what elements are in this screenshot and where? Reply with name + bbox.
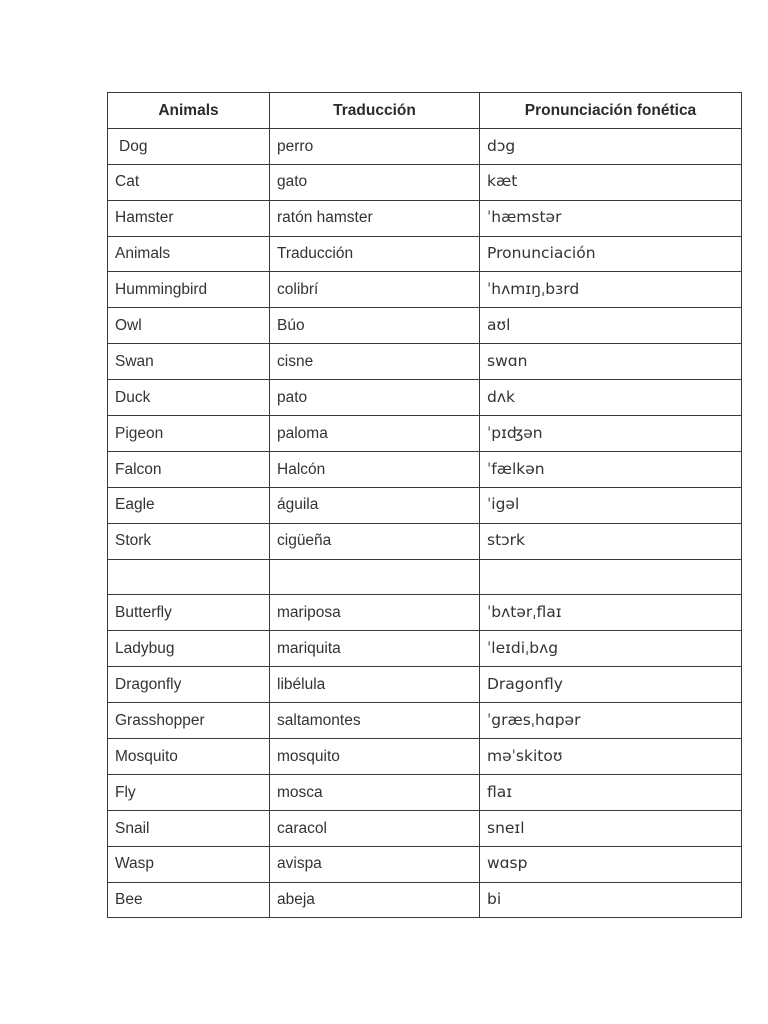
translation-cell: avispa [270, 846, 480, 882]
phonetic-cell: ˈhʌmɪŋˌbɜrd [480, 272, 742, 308]
table-row [108, 236, 742, 272]
animal-cell: Hamster [108, 200, 270, 236]
translation-cell: cigüeña [270, 523, 480, 559]
table-row [108, 523, 742, 559]
phonetic-cell: kæt [480, 164, 742, 200]
animal-cell: Mosquito [108, 739, 270, 775]
table-row [108, 703, 742, 739]
animal-cell: Stork [108, 523, 270, 559]
table-row [108, 272, 742, 308]
translation-cell: libélula [270, 667, 480, 703]
empty-table-row [108, 559, 742, 595]
phonetic-cell: Dragonfly [480, 667, 742, 703]
phonetic-cell: dɔg [480, 128, 742, 164]
table-row [108, 631, 742, 667]
table-row [108, 128, 742, 164]
translation-cell: mosquito [270, 739, 480, 775]
table-row [108, 667, 742, 703]
table-row [108, 200, 742, 236]
animal-cell: Dog [108, 128, 270, 164]
animal-cell: Pigeon [108, 416, 270, 452]
phonetic-cell: swɑn [480, 344, 742, 380]
phonetic-cell: bi [480, 882, 742, 918]
animal-cell: Falcon [108, 451, 270, 487]
translation-cell: pato [270, 380, 480, 416]
table-row [108, 164, 742, 200]
phonetic-cell: Pronunciación [480, 236, 742, 272]
phonetic-cell: ˈgræsˌhɑpər [480, 703, 742, 739]
animal-cell: Dragonfly [108, 667, 270, 703]
animal-cell: Wasp [108, 846, 270, 882]
animal-cell: Grasshopper [108, 703, 270, 739]
phonetic-cell: məˈskitoʊ [480, 739, 742, 775]
translation-cell: mariquita [270, 631, 480, 667]
translation-cell: Búo [270, 308, 480, 344]
header-row [108, 93, 742, 129]
table-row [108, 882, 742, 918]
animal-cell [108, 559, 270, 595]
header-animals: Animals [108, 93, 270, 129]
translation-cell: gato [270, 164, 480, 200]
header-traduccion: Traducción [270, 93, 480, 129]
animal-cell: Eagle [108, 487, 270, 523]
table-row [108, 380, 742, 416]
phonetic-cell: aʊl [480, 308, 742, 344]
phonetic-cell: sneɪl [480, 810, 742, 846]
table-row [108, 810, 742, 846]
table-row [108, 487, 742, 523]
translation-cell: abeja [270, 882, 480, 918]
animal-cell: Butterfly [108, 595, 270, 631]
table-row [108, 846, 742, 882]
phonetic-cell: ˈigəl [480, 487, 742, 523]
translation-cell: caracol [270, 810, 480, 846]
translation-cell: mosca [270, 774, 480, 810]
phonetic-cell: ˈleɪdiˌbʌg [480, 631, 742, 667]
vocabulary-table [107, 92, 742, 918]
translation-cell: Halcón [270, 451, 480, 487]
table-row [108, 595, 742, 631]
animal-cell: Owl [108, 308, 270, 344]
phonetic-cell: stɔrk [480, 523, 742, 559]
translation-cell: colibrí [270, 272, 480, 308]
translation-cell: ratón hamster [270, 200, 480, 236]
translation-cell: paloma [270, 416, 480, 452]
translation-cell [270, 559, 480, 595]
animal-cell: Duck [108, 380, 270, 416]
translation-cell: perro [270, 128, 480, 164]
phonetic-cell: dʌk [480, 380, 742, 416]
translation-cell: águila [270, 487, 480, 523]
animal-cell: Fly [108, 774, 270, 810]
animal-cell: Hummingbird [108, 272, 270, 308]
phonetic-cell: ˈbʌtərˌflaɪ [480, 595, 742, 631]
animal-cell: Snail [108, 810, 270, 846]
phonetic-cell: ˈhæmstər [480, 200, 742, 236]
animal-cell: Bee [108, 882, 270, 918]
phonetic-cell: ˈpɪʤən [480, 416, 742, 452]
animal-cell: Cat [108, 164, 270, 200]
table-row [108, 774, 742, 810]
translation-cell: saltamontes [270, 703, 480, 739]
phonetic-cell: wɑsp [480, 846, 742, 882]
table-row [108, 739, 742, 775]
translation-cell: cisne [270, 344, 480, 380]
phonetic-cell: ˈfælkən [480, 451, 742, 487]
phonetic-cell: flaɪ [480, 774, 742, 810]
table-row [108, 344, 742, 380]
translation-cell: Traducción [270, 236, 480, 272]
header-pronunciacion: Pronunciación fonética [480, 93, 742, 129]
animal-cell: Swan [108, 344, 270, 380]
animal-cell: Ladybug [108, 631, 270, 667]
translation-cell: mariposa [270, 595, 480, 631]
phonetic-cell [480, 559, 742, 595]
table-row [108, 416, 742, 452]
table-row [108, 451, 742, 487]
animal-cell: Animals [108, 236, 270, 272]
table-row [108, 308, 742, 344]
